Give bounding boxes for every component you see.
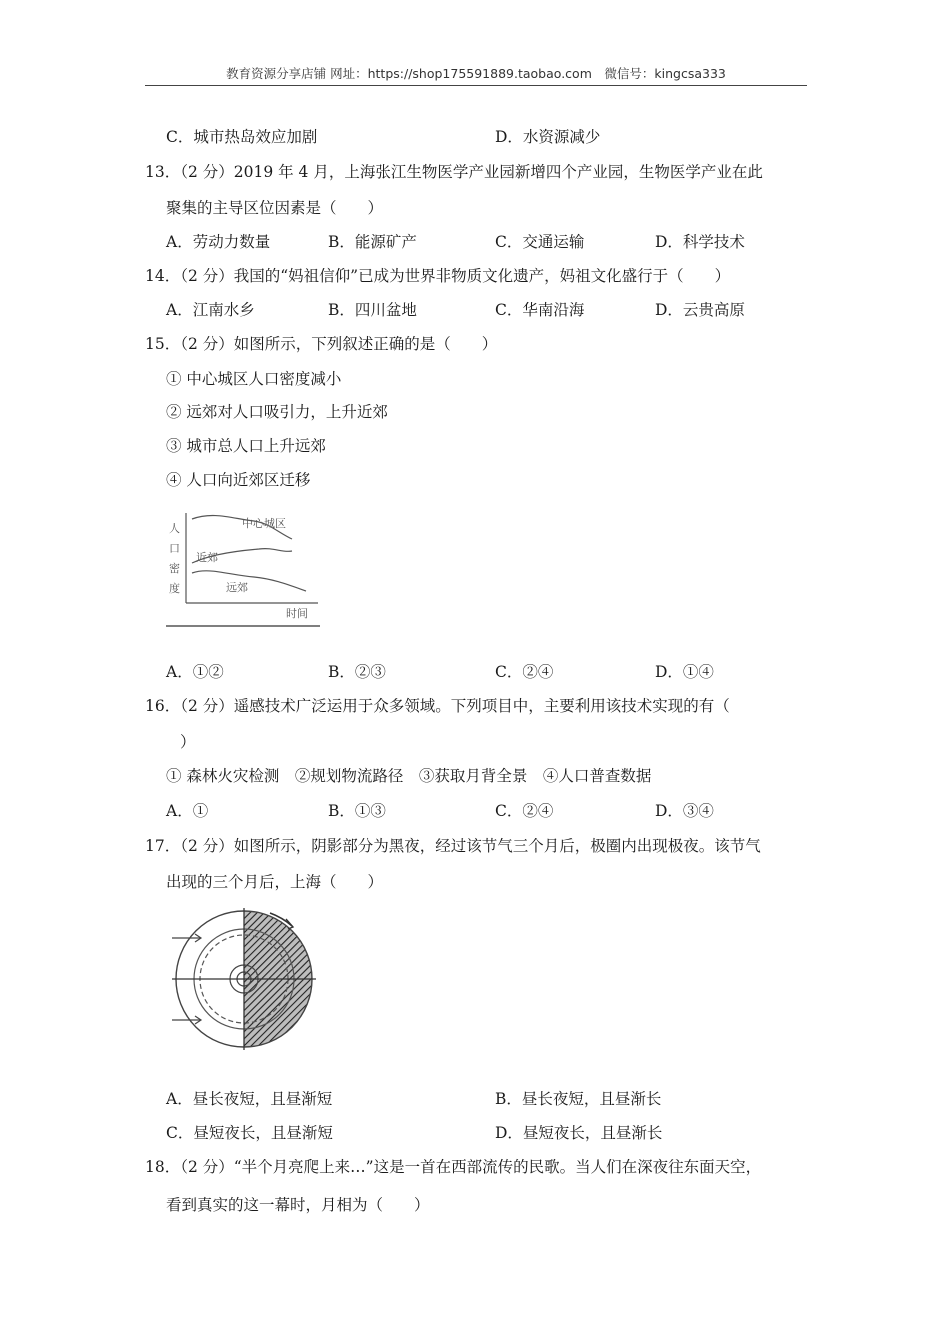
q16-stem-line2: ）	[180, 733, 196, 751]
xlabel: 时间	[286, 607, 308, 620]
q17-option-c: C．昼短夜长，且昼渐短	[166, 1124, 333, 1142]
q14-option-c: C．华南沿海	[495, 301, 585, 319]
q12-option-c: C．城市热岛效应加剧	[166, 128, 318, 146]
header-text: 教育资源分享店铺 网址：https://shop175591889.taobao.com 微信号：kingcsa333	[226, 66, 726, 81]
q16-stem-line1: 16．（2 分）遥感技术广泛运用于众多领域。下列项目中，主要利用该技术实现的有（	[145, 697, 730, 715]
far-suburb-curve	[192, 571, 306, 591]
q15-option-a: A．①②	[166, 663, 224, 681]
q12-option-d: D．水资源减少	[495, 128, 601, 146]
q13-stem-line2: 聚集的主导区位因素是（ ）	[166, 199, 384, 217]
q14-option-a: A．江南水乡	[166, 301, 255, 319]
ylabel-char-2: 口	[169, 542, 180, 555]
population-density-figure	[164, 505, 324, 630]
series-label-central: 中心城区	[242, 517, 286, 530]
q17-option-d: D．昼短夜长，且昼渐长	[495, 1124, 663, 1142]
q17-option-a: A．昼长夜短，且昼渐短	[166, 1090, 333, 1108]
header-divider	[145, 85, 807, 86]
series-label-far: 远郊	[226, 581, 248, 594]
q16-items: ① 森林火灾检测 ②规划物流路径 ③获取月背全景 ④人口普查数据	[166, 767, 652, 785]
q15-stem: 15．（2 分）如图所示，下列叙述正确的是（ ）	[145, 335, 498, 353]
q18-stem-line2: 看到真实的这一幕时，月相为（ ）	[166, 1196, 430, 1214]
q15-statement-1: ① 中心城区人口密度减小	[166, 370, 342, 388]
earth-polar-view-figure	[166, 904, 316, 1054]
q13-option-a: A．劳动力数量	[166, 233, 271, 251]
q16-option-c: C．②④	[495, 802, 554, 820]
q15-statement-2: ② 远郊对人口吸引力，上升近郊	[166, 403, 388, 421]
earth-polar-view-svg	[166, 904, 316, 1054]
ylabel-char-1: 人	[169, 522, 180, 535]
q13-option-b: B．能源矿产	[328, 233, 417, 251]
series-label-near: 近郊	[196, 551, 218, 564]
q15-option-d: D．①④	[655, 663, 714, 681]
q14-option-b: B．四川盆地	[328, 301, 417, 319]
q13-option-c: C．交通运输	[495, 233, 585, 251]
q13-stem-line1: 13．（2 分）2019 年 4 月，上海张江生物医学产业园新增四个产业园，生物医学产业在此	[145, 163, 763, 181]
q15-option-b: B．②③	[328, 663, 386, 681]
q16-option-d: D．③④	[655, 802, 714, 820]
q13-option-d: D．科学技术	[655, 233, 745, 251]
q18-stem-line1: 18．（2 分）“半个月亮爬上来…”这是一首在西部流传的民歌。当人们在深夜往东面天空，	[145, 1158, 762, 1176]
q17-stem-line1: 17．（2 分）如图所示，阴影部分为黑夜，经过该节气三个月后，极圈内出现极夜。该节气	[145, 837, 761, 855]
q15-statement-3: ③ 城市总人口上升远郊	[166, 437, 326, 455]
q15-option-c: C．②④	[495, 663, 554, 681]
q17-stem-line2: 出现的三个月后，上海（ ）	[166, 873, 384, 891]
q15-statement-4: ④ 人口向近郊区迁移	[166, 471, 311, 489]
q14-stem: 14．（2 分）我国的“妈祖信仰”已成为世界非物质文化遗产，妈祖文化盛行于（ ）	[145, 267, 731, 285]
ylabel-char-4: 度	[169, 582, 180, 595]
ylabel-char-3: 密	[169, 562, 180, 575]
q14-option-d: D．云贵高原	[655, 301, 745, 319]
population-density-svg	[164, 505, 324, 630]
q16-option-b: B．①③	[328, 802, 386, 820]
q16-option-a: A．①	[166, 802, 209, 820]
q17-option-b: B．昼长夜短，且昼渐长	[495, 1090, 662, 1108]
